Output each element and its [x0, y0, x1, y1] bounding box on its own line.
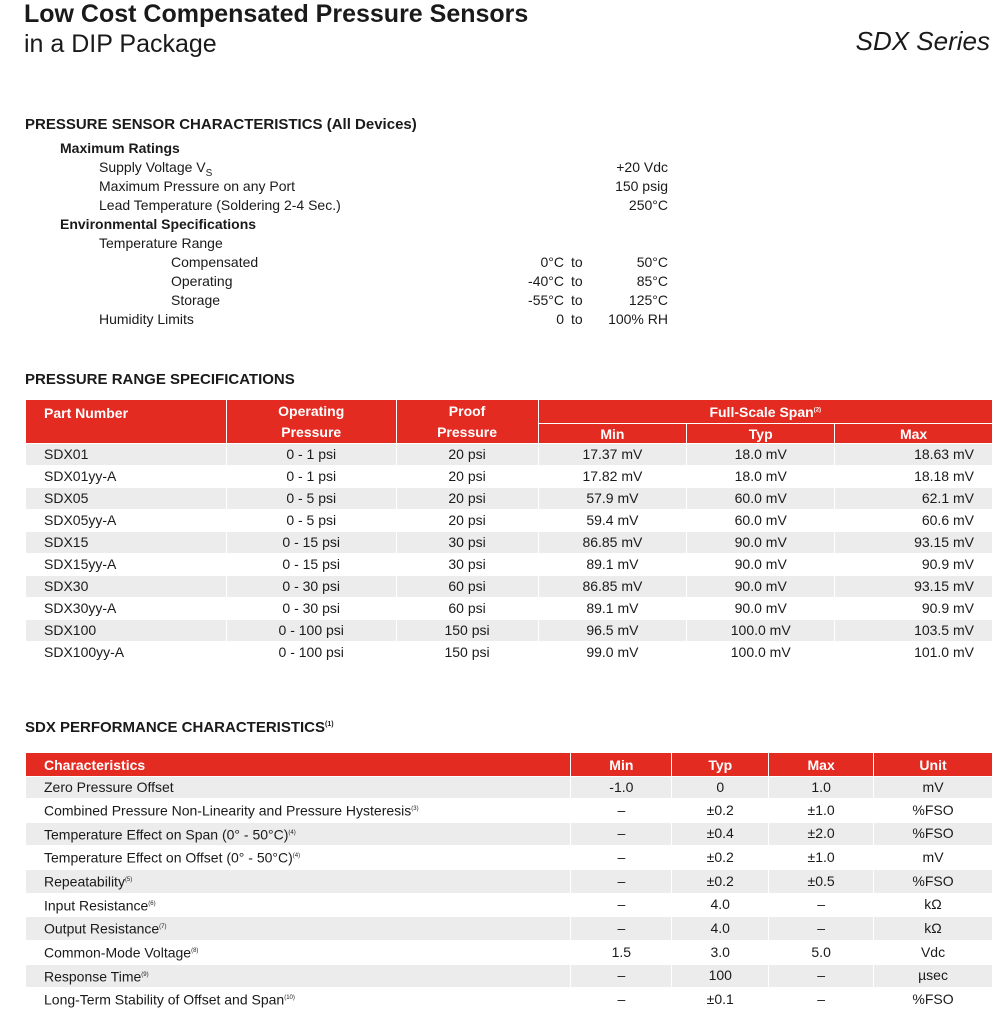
unit-cell: %FSO	[874, 988, 993, 1012]
typ-cell: 100	[672, 964, 769, 988]
min-cell: –	[571, 846, 672, 870]
characteristic-cell: Repeatability$^{(5)}$	[26, 869, 571, 893]
span-max-cell: 101.0 mV	[835, 642, 993, 664]
characteristic-cell: Combined Pressure Non-Linearity and Pressure Hysteresis$^{(3)}$	[26, 799, 571, 823]
part-number-cell: SDX100	[26, 620, 227, 642]
span-max-cell: 18.63 mV	[835, 444, 993, 466]
footnote-ref: (5)	[124, 876, 133, 883]
span-min-cell: 96.5 mV	[538, 620, 687, 642]
header-operating-pressure: Operating Pressure	[226, 400, 396, 444]
table-row	[26, 598, 993, 620]
proof-pressure-cell: 60 psi	[396, 598, 538, 620]
min-cell: -1.0	[571, 777, 672, 799]
proof-pressure-cell: 30 psi	[396, 532, 538, 554]
max-cell: –	[769, 917, 874, 941]
proof-pressure-cell: 20 psi	[396, 510, 538, 532]
operating-label: Operating	[171, 273, 233, 289]
perf-table-body	[26, 777, 993, 1012]
operating-pressure-cell: 0 - 30 psi	[226, 576, 396, 598]
proof-pressure-cell: 20 psi	[396, 444, 538, 466]
header-span-typ: Typ	[687, 424, 835, 444]
supply-voltage-label: Supply Voltage $V_S$	[99, 159, 213, 179]
part-number-cell: SDX05yy-A	[26, 510, 227, 532]
table-row	[26, 576, 993, 598]
span-typ-cell: 90.0 mV	[687, 554, 835, 576]
performance-table	[25, 752, 993, 1012]
header-full-scale-span: Full-Scale Span$^{(2)}$	[538, 400, 993, 424]
part-number-cell: SDX15	[26, 532, 227, 554]
table-row	[26, 444, 993, 466]
characteristic-cell: Temperature Effect on Offset (0° - 50°C)$^{(4)}$	[26, 846, 571, 870]
span-typ-cell: 90.0 mV	[687, 598, 835, 620]
table-row	[26, 893, 993, 917]
span-typ-cell: 100.0 mV	[687, 620, 835, 642]
lead-temp-value: 250°C	[628, 197, 668, 213]
max-cell: ±1.0	[769, 799, 874, 823]
footnote-ref: (4)	[292, 853, 301, 860]
operating-pressure-cell: 0 - 15 psi	[226, 532, 396, 554]
typ-cell: ±0.2	[672, 846, 769, 870]
part-number-cell: SDX05	[26, 488, 227, 510]
max-cell: ±0.5	[769, 869, 874, 893]
min-cell: –	[571, 917, 672, 941]
compensated-from: 0°C	[540, 254, 564, 270]
header-unit: Unit	[874, 753, 993, 777]
span-min-cell: 89.1 mV	[538, 598, 687, 620]
range-table-body	[26, 444, 993, 664]
humidity-from: 0	[556, 311, 564, 327]
table-row	[26, 466, 993, 488]
characteristic-cell: Output Resistance$^{(7)}$	[26, 917, 571, 941]
operating-pressure-cell: 0 - 5 psi	[226, 488, 396, 510]
span-max-cell: 18.18 mV	[835, 466, 993, 488]
footnote-ref: (3)	[411, 806, 419, 812]
table-row	[26, 822, 993, 846]
table-row	[26, 488, 993, 510]
max-cell: –	[769, 964, 874, 988]
span-max-cell: 93.15 mV	[835, 576, 993, 598]
span-min-cell: 89.1 mV	[538, 554, 687, 576]
unit-cell: %FSO	[874, 869, 993, 893]
part-number-cell: SDX01yy-A	[26, 466, 227, 488]
min-cell: –	[571, 893, 672, 917]
table-row	[26, 869, 993, 893]
typ-cell: 4.0	[672, 893, 769, 917]
typ-cell: ±0.2	[672, 799, 769, 823]
span-typ-cell: 90.0 mV	[687, 532, 835, 554]
span-min-cell: 17.37 mV	[538, 444, 687, 466]
compensated-until: 50°C	[636, 254, 668, 270]
unit-cell: mV	[874, 846, 993, 870]
storage-to: to	[571, 292, 583, 308]
perf-table-heading: SDX PERFORMANCE CHARACTERISTICS$^{(1)}$	[25, 719, 334, 736]
series-label: SDX Series	[855, 26, 990, 56]
page-subtitle: in a DIP Package	[24, 30, 217, 58]
typ-cell: 3.0	[672, 940, 769, 964]
min-cell: –	[571, 964, 672, 988]
span-min-cell: 99.0 mV	[538, 642, 687, 664]
span-typ-cell: 90.0 mV	[687, 576, 835, 598]
typ-cell: 0	[672, 777, 769, 799]
max-cell: ±1.0	[769, 846, 874, 870]
table-row	[26, 532, 993, 554]
typ-cell: ±0.1	[672, 988, 769, 1012]
typ-cell: ±0.4	[672, 822, 769, 846]
operating-pressure-cell: 0 - 1 psi	[226, 444, 396, 466]
operating-pressure-cell: 0 - 5 psi	[226, 510, 396, 532]
typ-cell: ±0.2	[672, 869, 769, 893]
unit-cell: %FSO	[874, 799, 993, 823]
operating-pressure-cell: 0 - 30 psi	[226, 598, 396, 620]
proof-pressure-cell: 60 psi	[396, 576, 538, 598]
footnote-ref: (4)	[288, 829, 296, 836]
unit-cell: %FSO	[874, 822, 993, 846]
proof-pressure-cell: 30 psi	[396, 554, 538, 576]
span-max-cell: 62.1 mV	[835, 488, 993, 510]
min-cell: 1.5	[571, 940, 672, 964]
storage-until: 125°C	[628, 292, 668, 308]
operating-pressure-cell: 0 - 100 psi	[226, 620, 396, 642]
part-number-cell: SDX30yy-A	[26, 598, 227, 620]
characteristic-cell: Long-Term Stability of Offset and Span$^{(10)}$	[26, 988, 571, 1012]
part-number-cell: SDX100yy-A	[26, 642, 227, 664]
header-min: Min	[571, 753, 672, 777]
span-typ-cell: 100.0 mV	[687, 642, 835, 664]
operating-pressure-cell: 0 - 100 psi	[226, 642, 396, 664]
unit-cell: µsec	[874, 964, 993, 988]
header-span-max: Max	[835, 424, 993, 444]
table-row	[26, 777, 993, 799]
table-row	[26, 917, 993, 941]
operating-to: to	[571, 273, 583, 289]
supply-voltage-value: +20 Vdc	[616, 159, 668, 175]
operating-pressure-cell: 0 - 15 psi	[226, 554, 396, 576]
typ-cell: 4.0	[672, 917, 769, 941]
min-cell: –	[571, 869, 672, 893]
humidity-until: 100% RH	[608, 311, 668, 327]
max-pressure-label: Maximum Pressure on any Port	[99, 178, 296, 194]
span-min-cell: 17.82 mV	[538, 466, 687, 488]
compensated-to: to	[571, 254, 583, 270]
footnote-ref: (6)	[148, 900, 156, 907]
pressure-range-table	[25, 399, 993, 664]
span-max-cell: 90.9 mV	[835, 554, 993, 576]
storage-label: Storage	[171, 292, 221, 308]
characteristic-cell: Zero Pressure Offset	[26, 777, 571, 799]
footnote-ref: (10)	[284, 995, 295, 1002]
max-cell: 5.0	[769, 940, 874, 964]
span-min-cell: 86.85 mV	[538, 576, 687, 598]
span-max-cell: 103.5 mV	[835, 620, 993, 642]
footnote-ref: (9)	[141, 971, 149, 978]
page-title: Low Cost Compensated Pressure Sensors	[24, 0, 529, 28]
operating-from: -40°C	[528, 273, 564, 289]
header-max: Max	[769, 753, 874, 777]
min-cell: –	[571, 799, 672, 823]
table-row	[26, 940, 993, 964]
env-specs-label: Environmental Specifications	[60, 216, 257, 232]
unit-cell: kΩ	[874, 893, 993, 917]
footnote-ref: (8)	[191, 947, 199, 954]
humidity-to: to	[571, 311, 583, 327]
part-number-cell: SDX30	[26, 576, 227, 598]
header-span-min: Min	[538, 424, 687, 444]
span-max-cell: 90.9 mV	[835, 598, 993, 620]
proof-pressure-cell: 150 psi	[396, 642, 538, 664]
temp-range-label: Temperature Range	[99, 235, 223, 251]
part-number-cell: SDX15yy-A	[26, 554, 227, 576]
header-characteristics: Characteristics	[26, 753, 571, 777]
proof-pressure-cell: 20 psi	[396, 466, 538, 488]
characteristics-heading: PRESSURE SENSOR CHARACTERISTICS (All Devices)	[25, 116, 417, 133]
lead-temp-label: Lead Temperature (Soldering 2-4 Sec.)	[99, 197, 341, 213]
humidity-label: Humidity Limits	[99, 311, 194, 327]
max-cell: –	[769, 988, 874, 1012]
operating-pressure-cell: 0 - 1 psi	[226, 466, 396, 488]
span-typ-cell: 60.0 mV	[687, 488, 835, 510]
header-proof-pressure: Proof Pressure	[396, 400, 538, 444]
table-row	[26, 846, 993, 870]
span-max-cell: 60.6 mV	[835, 510, 993, 532]
span-typ-cell: 18.0 mV	[687, 444, 835, 466]
max-cell: –	[769, 893, 874, 917]
proof-pressure-cell: 20 psi	[396, 488, 538, 510]
span-min-cell: 59.4 mV	[538, 510, 687, 532]
storage-from: -55°C	[528, 292, 564, 308]
max-cell: 1.0	[769, 777, 874, 799]
span-typ-cell: 60.0 mV	[687, 510, 835, 532]
characteristic-cell: Response Time$^{(9)}$	[26, 964, 571, 988]
proof-pressure-cell: 150 psi	[396, 620, 538, 642]
table-row	[26, 620, 993, 642]
table-row	[26, 642, 993, 664]
header-typ: Typ	[672, 753, 769, 777]
footnote-ref: (7)	[159, 924, 167, 931]
characteristic-cell: Temperature Effect on Span (0° - 50°C)$^{(4)}$	[26, 822, 571, 846]
table-row	[26, 964, 993, 988]
unit-cell: mV	[874, 777, 993, 799]
unit-cell: Vdc	[874, 940, 993, 964]
characteristic-cell: Input Resistance$^{(6)}$	[26, 893, 571, 917]
header-part-number: Part Number	[26, 400, 227, 444]
min-cell: –	[571, 822, 672, 846]
max-cell: ±2.0	[769, 822, 874, 846]
characteristic-cell: Common-Mode Voltage$^{(8)}$	[26, 940, 571, 964]
unit-cell: kΩ	[874, 917, 993, 941]
table-row	[26, 554, 993, 576]
compensated-label: Compensated	[171, 254, 259, 270]
max-ratings-label: Maximum Ratings	[60, 140, 180, 156]
max-pressure-value: 150 psig	[615, 178, 668, 194]
span-max-cell: 93.15 mV	[835, 532, 993, 554]
span-typ-cell: 18.0 mV	[687, 466, 835, 488]
span-min-cell: 86.85 mV	[538, 532, 687, 554]
min-cell: –	[571, 988, 672, 1012]
table-row	[26, 510, 993, 532]
part-number-cell: SDX01	[26, 444, 227, 466]
table-row	[26, 799, 993, 823]
operating-until: 85°C	[636, 273, 668, 289]
span-min-cell: 57.9 mV	[538, 488, 687, 510]
range-table-heading: PRESSURE RANGE SPECIFICATIONS	[25, 371, 295, 388]
